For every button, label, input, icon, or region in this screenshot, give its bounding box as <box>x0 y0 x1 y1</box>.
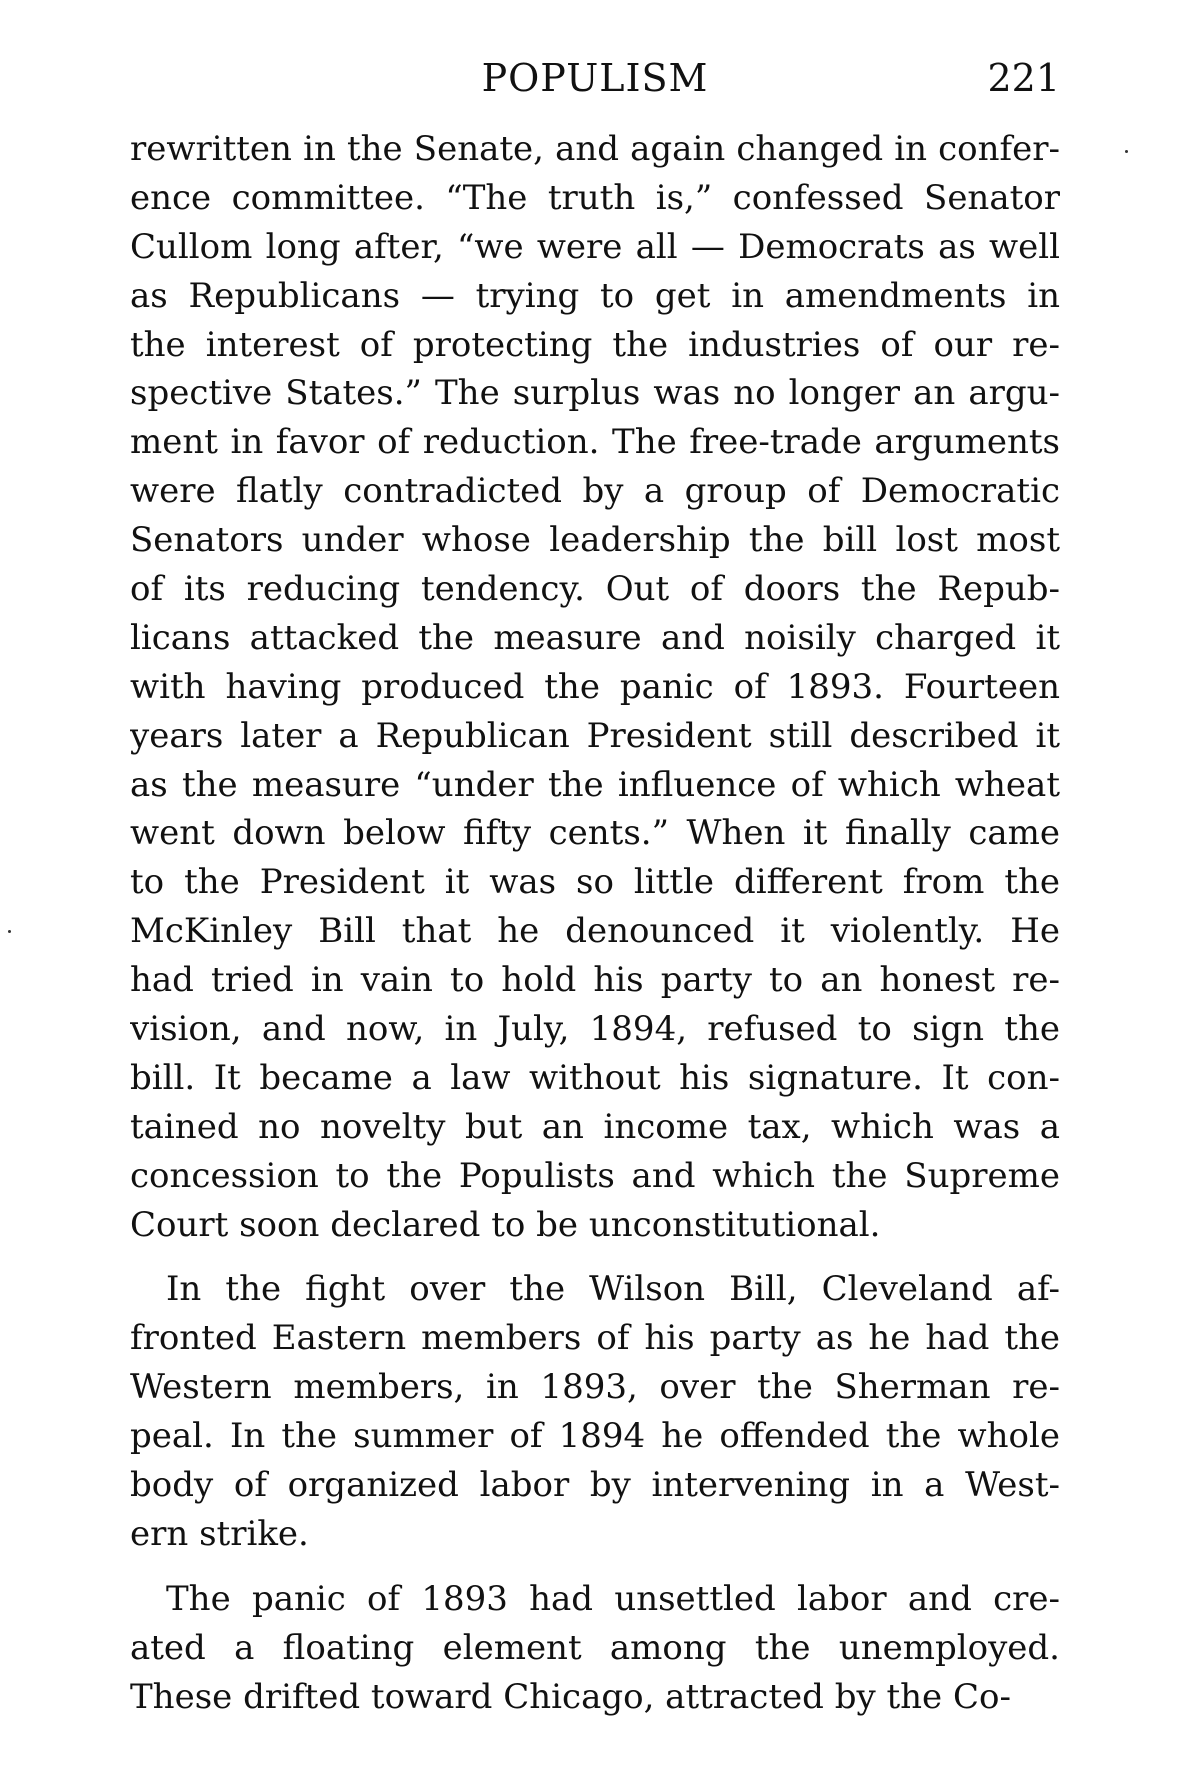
paragraph <box>130 1575 1060 1722</box>
paragraph <box>130 1265 1060 1558</box>
text-line: ment in favor of reduction. The free-trade arguments <box>130 422 1060 463</box>
text-line: McKinley Bill that he denounced it violently. He <box>130 911 1060 952</box>
text-line: concession to the Populists and which the Supreme <box>130 1155 1060 1196</box>
running-title: POPULISM <box>481 56 709 100</box>
text-line: rewritten in the Senate, and again changed in confer- <box>130 129 1060 169</box>
paragraph-gap <box>130 1559 1060 1575</box>
text-line: to the President it was so little different from the <box>130 862 1060 903</box>
text-line: In the fight over the Wilson Bill, Cleveland af- <box>166 1269 1060 1310</box>
text-line: Cullom long after, “we were all — Democrats as well <box>130 226 1060 267</box>
paragraph <box>130 125 1060 1249</box>
text-line: ern strike. <box>130 1513 309 1554</box>
text-line: vision, and now, in July, 1894, refused to sign the <box>130 1009 1060 1050</box>
paragraph-gap <box>130 1249 1060 1265</box>
text-line: Western members, in 1893, over the Sherman re- <box>130 1367 1060 1408</box>
text-line: Court soon declared to be unconstitutional. <box>130 1204 881 1245</box>
text-line: fronted Eastern members of his party as he had the <box>130 1318 1060 1359</box>
text-line: were flatly contradicted by a group of Democratic <box>130 471 1060 512</box>
text-line: went down below fifty cents.” When it finally came <box>130 813 1060 854</box>
ink-speck <box>1125 150 1128 153</box>
text-line: peal. In the summer of 1894 he offended the whole <box>130 1416 1060 1457</box>
text-line: years later a Republican President still described it <box>130 715 1060 756</box>
text-line: licans attacked the measure and noisily charged it <box>130 617 1060 658</box>
text-line: of its reducing tendency. Out of doors the Repub- <box>130 569 1060 610</box>
text-line: tained no novelty but an income tax, which was a <box>130 1106 1060 1147</box>
page-number: 221 <box>987 56 1060 100</box>
body-text <box>130 125 1060 1722</box>
text-line: The panic of 1893 had unsettled labor and cre- <box>166 1578 1060 1619</box>
text-line: as the measure “under the influence of which wheat <box>130 764 1060 805</box>
text-line: These drifted toward Chicago, attracted by the Co- <box>130 1676 1011 1717</box>
text-line: ated a floating element among the unemployed. <box>130 1627 1060 1668</box>
text-line: as Republicans — trying to get in amendments in <box>130 275 1060 316</box>
running-head <box>130 48 1060 108</box>
text-line: ence committee. “The truth is,” confessed Senator <box>130 177 1060 218</box>
text-line: bill. It became a law without his signature. It con- <box>130 1057 1060 1098</box>
text-line: body of organized labor by intervening in a West- <box>130 1465 1060 1506</box>
text-line: the interest of protecting the industries of our re- <box>130 324 1060 365</box>
text-line: Senators under whose leadership the bill lost most <box>130 520 1060 561</box>
text-line: spective States.” The surplus was no longer an argu- <box>130 373 1060 414</box>
ink-speck <box>8 930 11 933</box>
text-line: had tried in vain to hold his party to an honest re- <box>130 960 1060 1001</box>
text-line: with having produced the panic of 1893. Fourteen <box>130 666 1060 707</box>
